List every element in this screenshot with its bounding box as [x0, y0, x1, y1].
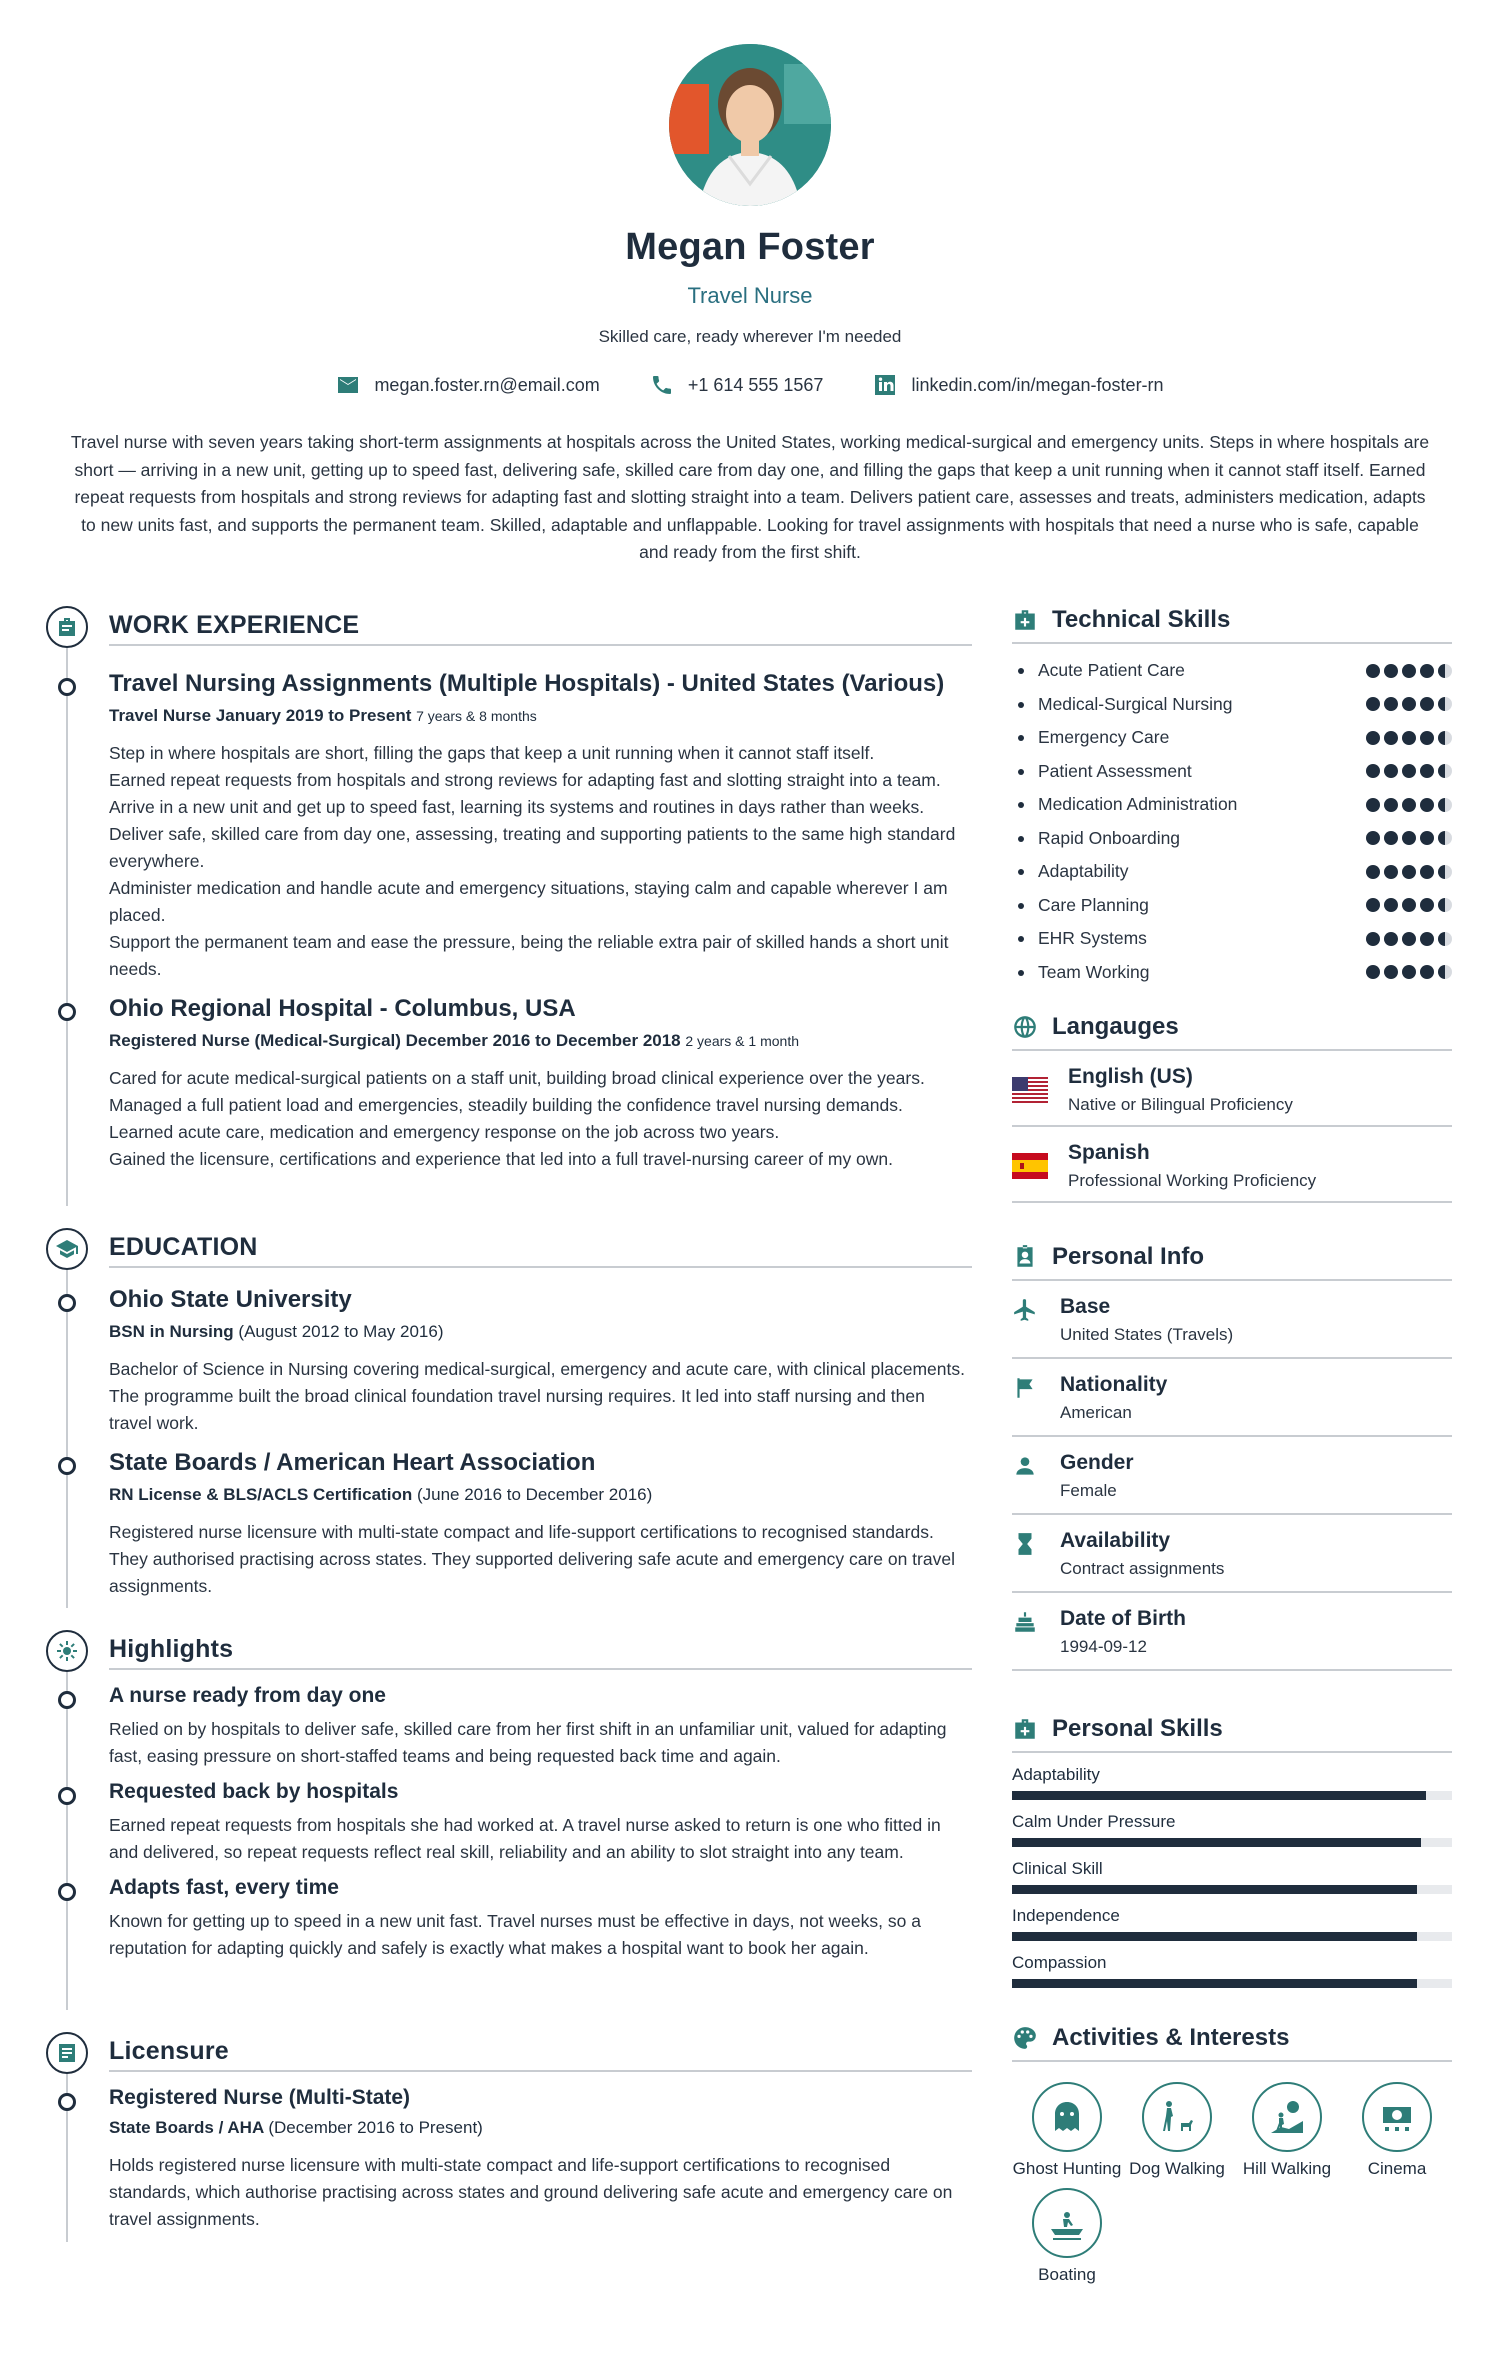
rating-dot — [1402, 831, 1416, 845]
work-entry-duration: 2 years & 1 month — [685, 1033, 799, 1049]
star-burst-icon — [46, 1630, 88, 1672]
rating-dot — [1402, 764, 1416, 778]
technical-skill-name: EHR Systems — [1012, 928, 1147, 949]
skill-level-bar — [1012, 1838, 1452, 1847]
info-label: Availability — [1060, 1529, 1171, 1552]
id-badge-icon — [1012, 1244, 1038, 1270]
contact-bar — [0, 373, 1500, 397]
info-label: Nationality — [1060, 1373, 1168, 1396]
rating-dot — [1438, 697, 1452, 711]
rating-dot — [1402, 798, 1416, 812]
palette-icon — [1012, 2025, 1038, 2051]
education-dates: (August 2012 to May 2016) — [238, 1322, 444, 1341]
skill-rating — [1366, 831, 1452, 845]
timeline-dot — [58, 1294, 76, 1312]
rating-dot — [1420, 965, 1434, 979]
highlight-entry — [46, 1684, 972, 1770]
timeline-dot — [58, 1883, 76, 1901]
tagline: Skilled care, ready wherever I'm needed — [598, 327, 902, 346]
section-title: EDUCATION — [109, 1233, 972, 1268]
work-entry-title: Travel Nursing Assignments (Multiple Hospitals) - United States (Various) — [109, 670, 945, 697]
rating-dot — [1384, 731, 1398, 745]
interest-label: Hill Walking — [1242, 2159, 1332, 2178]
skill-level-fill — [1012, 1838, 1421, 1847]
rating-dot — [1366, 731, 1380, 745]
phone-icon — [650, 373, 674, 397]
language-level: Professional Working Proficiency — [1068, 1171, 1317, 1190]
rating-dot — [1384, 697, 1398, 711]
rating-dot — [1384, 798, 1398, 812]
education-degree-line — [109, 1322, 972, 1342]
section-title: Activities & Interests — [1052, 2024, 1290, 2051]
info-label: Date of Birth — [1060, 1607, 1186, 1630]
timeline-dot — [58, 1787, 76, 1805]
skill-level-bar — [1012, 1885, 1452, 1894]
cinema-icon — [1362, 2082, 1432, 2152]
info-value: Contract assignments — [1060, 1559, 1225, 1578]
rating-dot — [1366, 965, 1380, 979]
technical-skill-row — [1012, 688, 1452, 722]
technical-skill-name: Medication Administration — [1012, 794, 1237, 815]
work-bullet: Arrive in a new unit and get up to speed fast, learning its systems and routines in days rather than weeks. — [109, 797, 925, 817]
work-entry-body — [109, 740, 972, 983]
rating-dot — [1366, 697, 1380, 711]
rating-dot — [1366, 932, 1380, 946]
education-institution: Ohio State University — [109, 1286, 352, 1313]
info-label: Base — [1060, 1295, 1111, 1318]
work-bullet: Step in where hospitals are short, filling the gaps that keep a unit running when it cannot staff itself. — [109, 743, 875, 763]
cake-icon — [1012, 1609, 1038, 1635]
airplane-icon — [1012, 1297, 1038, 1323]
rating-dot — [1438, 764, 1452, 778]
personal-info-item — [1012, 1515, 1452, 1593]
spain-flag-icon — [1012, 1153, 1048, 1179]
technical-skills-list — [1012, 654, 1452, 989]
graduation-cap-icon — [46, 1228, 88, 1270]
rating-dot — [1438, 865, 1452, 879]
contact-email[interactable] — [336, 373, 599, 397]
personal-skill-name: Compassion — [1012, 1953, 1107, 1972]
hill-walking-icon — [1252, 2082, 1322, 2152]
rating-dot — [1384, 831, 1398, 845]
skill-rating — [1366, 898, 1452, 912]
rating-dot — [1420, 798, 1434, 812]
work-experience-section — [46, 606, 972, 1206]
technical-skill-name: Medical-Surgical Nursing — [1012, 694, 1233, 715]
interest-dog-walking — [1122, 2082, 1232, 2180]
timeline-dot — [58, 1457, 76, 1475]
work-bullet: Support the permanent team and ease the pressure, being the reliable extra pair of skilled hands a short unit needs. — [109, 932, 949, 979]
education-entry — [46, 1286, 972, 1437]
work-entry-duration: 7 years & 8 months — [416, 708, 537, 724]
skill-level-fill — [1012, 1979, 1417, 1988]
us-flag-icon — [1012, 1077, 1048, 1103]
person-name: Megan Foster — [625, 226, 875, 268]
education-body: Bachelor of Science in Nursing covering medical-surgical, emergency and acute care, with clinical placements. The programme built the broad clinical foundation travel nursing requires. It led into staff nursing and then travel work. — [109, 1359, 965, 1433]
technical-skill-row — [1012, 755, 1452, 789]
rating-dot — [1438, 798, 1452, 812]
technical-skills-section — [1012, 606, 1452, 989]
personal-info-item — [1012, 1281, 1452, 1359]
rating-dot — [1420, 664, 1434, 678]
work-bullet: Deliver safe, skilled care from day one, assessing, treating and supporting patients to the same high standard everywhere. — [109, 824, 956, 871]
rating-dot — [1438, 965, 1452, 979]
skill-level-fill — [1012, 1932, 1417, 1941]
rating-dot — [1438, 731, 1452, 745]
education-section — [46, 1228, 972, 1608]
highlight-body: Known for getting up to speed in a new unit fast. Travel nurses must be effective in days, not weeks, so a reputation for adapting quickly and safely is exactly what makes a hospital want to book her again. — [109, 1911, 921, 1958]
briefcase-badge-icon — [46, 606, 88, 648]
technical-skill-row — [1012, 654, 1452, 688]
rating-dot — [1384, 965, 1398, 979]
rating-dot — [1366, 898, 1380, 912]
info-label: Gender — [1060, 1451, 1134, 1474]
timeline-dot — [58, 1003, 76, 1021]
work-bullet: Administer medication and handle acute and emergency situations, staying calm and capable wherever I am placed. — [109, 878, 948, 925]
ghost-icon — [1032, 2082, 1102, 2152]
technical-skill-name: Acute Patient Care — [1012, 660, 1185, 681]
personal-skill-item — [1012, 1812, 1452, 1847]
highlight-entry — [46, 1876, 972, 1962]
rating-dot — [1402, 865, 1416, 879]
rating-dot — [1384, 664, 1398, 678]
rating-dot — [1420, 932, 1434, 946]
interest-boating — [1012, 2188, 1122, 2286]
education-institution: State Boards / American Heart Association — [109, 1449, 596, 1476]
rating-dot — [1402, 664, 1416, 678]
technical-skill-row — [1012, 855, 1452, 889]
info-value: American — [1060, 1403, 1132, 1422]
skill-rating — [1366, 697, 1452, 711]
right-column — [1012, 606, 1452, 2286]
contact-phone[interactable] — [650, 373, 824, 397]
rating-dot — [1420, 865, 1434, 879]
personal-skill-item — [1012, 1906, 1452, 1941]
boat-icon — [1032, 2188, 1102, 2258]
rating-dot — [1420, 898, 1434, 912]
licensure-dates: (December 2016 to Present) — [268, 2118, 483, 2137]
technical-skill-row — [1012, 956, 1452, 990]
rating-dot — [1384, 898, 1398, 912]
interest-hill-walking — [1232, 2082, 1342, 2180]
technical-skill-row — [1012, 922, 1452, 956]
section-title: Licensure — [109, 2037, 972, 2072]
technical-skill-name: Emergency Care — [1012, 727, 1169, 748]
licensure-issuer: State Boards / AHA — [109, 2118, 264, 2137]
work-entry — [46, 995, 972, 1173]
profile-summary: Travel nurse with seven years taking short-term assignments at hospitals across the United States, working medical-surgical and emergency units. Steps in where hospitals are short — arriving in a new unit, getting up to speed fast, delivering safe, skilled care from day one, and filling the gaps that keep a unit running when it cannot staff itself. Earned repeat requests from hospitals and strong reviews for adapting fast and slotting straight into a team. Delivers patient care, assesses and treats, administers medication, adapts to new units fast, and supports the permanent team. Skilled, adaptable and unflappable. Looking for travel assignments with hospitals that need a nurse who is safe, capable and ready from the first shift. — [70, 432, 1430, 562]
skill-rating — [1366, 965, 1452, 979]
language-level: Native or Bilingual Proficiency — [1068, 1095, 1293, 1114]
interests-section — [1012, 2024, 1452, 2286]
skill-rating — [1366, 731, 1452, 745]
work-entry-title: Ohio Regional Hospital - Columbus, USA — [109, 995, 576, 1022]
technical-skill-row — [1012, 889, 1452, 923]
globe-icon — [1012, 1014, 1038, 1040]
timeline-dot — [58, 2093, 76, 2111]
rating-dot — [1438, 898, 1452, 912]
education-dates: (June 2016 to December 2016) — [416, 1485, 653, 1504]
email-icon — [336, 373, 360, 397]
interest-label: Cinema — [1367, 2159, 1427, 2178]
medical-kit-icon — [1012, 1716, 1038, 1742]
education-degree: RN License & BLS/ACLS Certification — [109, 1485, 413, 1504]
licensure-title: Registered Nurse (Multi-State) — [109, 2086, 411, 2109]
rating-dot — [1438, 664, 1452, 678]
work-entry-role-dates: Registered Nurse (Medical-Surgical) December 2016 to December 2018 — [109, 1031, 681, 1050]
rating-dot — [1366, 764, 1380, 778]
language-item — [1012, 1127, 1452, 1203]
rating-dot — [1420, 697, 1434, 711]
section-title: Personal Info — [1052, 1243, 1205, 1270]
hourglass-icon — [1012, 1531, 1038, 1557]
info-value: United States (Travels) — [1060, 1325, 1234, 1344]
personal-skill-name: Independence — [1012, 1906, 1120, 1925]
work-entry-subtitle — [109, 1031, 972, 1051]
work-bullet: Cared for acute medical-surgical patients on a staff unit, building broad clinical experience over the years. — [109, 1068, 925, 1088]
interest-label: Boating — [1038, 2265, 1096, 2284]
skill-rating — [1366, 664, 1452, 678]
interests-grid — [1012, 2082, 1452, 2286]
highlight-body: Earned repeat requests from hospitals she had worked at. A travel nurse asked to return is one who fitted in and delivered, so repeat requests reflect real skill, reliability and an ability to slot straight into any team. — [109, 1815, 941, 1862]
licensure-body: Holds registered nurse licensure with multi-state compact and life-support certifications to recognised standards, which authorise practising across states and ground delivering safe acute and emergency care on travel assignments. — [109, 2155, 953, 2229]
personal-skill-name: Calm Under Pressure — [1012, 1812, 1176, 1831]
education-body: Registered nurse licensure with multi-state compact and life-support certifications to recognised standards. They authorised practising across states. They supported delivering safe acute and emergency care on travel assignments. — [109, 1522, 955, 1596]
rating-dot — [1420, 731, 1434, 745]
section-title: Technical Skills — [1052, 606, 1231, 633]
rating-dot — [1384, 932, 1398, 946]
phone-text: +1 614 555 1567 — [687, 374, 824, 395]
info-value: 1994-09-12 — [1060, 1637, 1147, 1656]
personal-skills-list — [1012, 1765, 1452, 1988]
interest-label: Ghost Hunting — [1012, 2159, 1122, 2178]
personal-info-item — [1012, 1593, 1452, 1671]
personal-info-item — [1012, 1437, 1452, 1515]
timeline-dot — [58, 1691, 76, 1709]
work-entry-body — [109, 1065, 972, 1173]
technical-skill-name: Care Planning — [1012, 895, 1149, 916]
technical-skill-name: Rapid Onboarding — [1012, 828, 1180, 849]
rating-dot — [1438, 831, 1452, 845]
personal-skills-section — [1012, 1715, 1452, 1988]
rating-dot — [1384, 764, 1398, 778]
highlight-title: Adapts fast, every time — [109, 1876, 339, 1899]
languages-section — [1012, 1013, 1452, 1203]
job-title: Travel Nurse — [687, 283, 813, 308]
personal-skill-name: Adaptability — [1012, 1765, 1100, 1784]
email-text: megan.foster.rn@email.com — [374, 374, 600, 395]
highlights-section — [46, 1630, 972, 2010]
skill-level-fill — [1012, 1791, 1426, 1800]
highlight-title: A nurse ready from day one — [109, 1684, 386, 1707]
language-item — [1012, 1051, 1452, 1127]
skill-rating — [1366, 865, 1452, 879]
language-name: English (US) — [1068, 1065, 1193, 1088]
rating-dot — [1366, 865, 1380, 879]
education-degree: BSN in Nursing — [109, 1322, 234, 1341]
highlight-entry — [46, 1780, 972, 1866]
skill-level-bar — [1012, 1791, 1452, 1800]
work-entry — [46, 670, 972, 983]
section-title: Langauges — [1052, 1013, 1179, 1040]
technical-skill-row — [1012, 822, 1452, 856]
rating-dot — [1366, 798, 1380, 812]
rating-dot — [1402, 898, 1416, 912]
technical-skill-row — [1012, 721, 1452, 755]
work-entry-role-dates: Travel Nurse January 2019 to Present — [109, 706, 412, 725]
section-title: WORK EXPERIENCE — [109, 611, 972, 646]
technical-skill-row — [1012, 788, 1452, 822]
section-title: Highlights — [109, 1635, 972, 1670]
work-bullet: Learned acute care, medication and emergency response on the job across two years. — [109, 1122, 780, 1142]
rating-dot — [1402, 697, 1416, 711]
rating-dot — [1366, 831, 1380, 845]
rating-dot — [1420, 764, 1434, 778]
avatar — [669, 44, 831, 206]
work-bullet: Earned repeat requests from hospitals and strong reviews for adapting fast and slotting straight into a team. — [109, 770, 941, 790]
education-degree-line — [109, 1485, 972, 1505]
medical-kit-icon — [1012, 607, 1038, 633]
license-card-icon — [46, 2032, 88, 2074]
linkedin-text: linkedin.com/in/megan-foster-rn — [911, 374, 1164, 395]
info-value: Female — [1060, 1481, 1117, 1500]
work-bullet: Managed a full patient load and emergencies, steadily building the confidence travel nursing demands. — [109, 1095, 903, 1115]
person-icon — [1012, 1453, 1038, 1479]
licensure-issuer-line — [109, 2118, 972, 2138]
rating-dot — [1366, 664, 1380, 678]
skill-rating — [1366, 764, 1452, 778]
skill-level-fill — [1012, 1885, 1417, 1894]
language-name: Spanish — [1068, 1141, 1150, 1164]
highlight-body: Relied on by hospitals to deliver safe, skilled care from her first shift in an unfamiliar unit, valued for adapting fast, easing pressure on short-staffed teams and being requested back time and again. — [109, 1719, 947, 1766]
left-column — [46, 606, 972, 2242]
linkedin-icon — [873, 373, 897, 397]
licensure-entry — [46, 2086, 972, 2233]
technical-skill-name: Team Working — [1012, 962, 1150, 983]
rating-dot — [1402, 932, 1416, 946]
skill-rating — [1366, 798, 1452, 812]
rating-dot — [1402, 965, 1416, 979]
licensure-section — [46, 2032, 972, 2242]
rating-dot — [1420, 831, 1434, 845]
skill-rating — [1366, 932, 1452, 946]
technical-skill-name: Patient Assessment — [1012, 761, 1192, 782]
interest-cinema — [1342, 2082, 1452, 2180]
personal-skill-name: Clinical Skill — [1012, 1859, 1103, 1878]
work-bullet: Gained the licensure, certifications and experience that led into a full travel-nursing career of my own. — [109, 1149, 894, 1169]
education-entry — [46, 1449, 972, 1600]
timeline-dot — [58, 678, 76, 696]
interest-ghost-hunting — [1012, 2082, 1122, 2180]
flag-icon — [1012, 1375, 1038, 1401]
header — [0, 0, 1500, 567]
highlight-title: Requested back by hospitals — [109, 1780, 399, 1803]
personal-skill-item — [1012, 1765, 1452, 1800]
skill-level-bar — [1012, 1932, 1452, 1941]
personal-info-item — [1012, 1359, 1452, 1437]
contact-linkedin[interactable] — [873, 373, 1163, 397]
personal-skill-item — [1012, 1859, 1452, 1894]
personal-skill-item — [1012, 1953, 1452, 1988]
personal-info-section — [1012, 1243, 1452, 1671]
interest-label: Dog Walking — [1129, 2159, 1225, 2178]
technical-skill-name: Adaptability — [1012, 861, 1128, 882]
rating-dot — [1402, 731, 1416, 745]
section-title: Personal Skills — [1052, 1715, 1223, 1742]
skill-level-bar — [1012, 1979, 1452, 1988]
dog-walking-icon — [1142, 2082, 1212, 2152]
rating-dot — [1384, 865, 1398, 879]
work-entry-subtitle — [109, 706, 972, 726]
rating-dot — [1438, 932, 1452, 946]
